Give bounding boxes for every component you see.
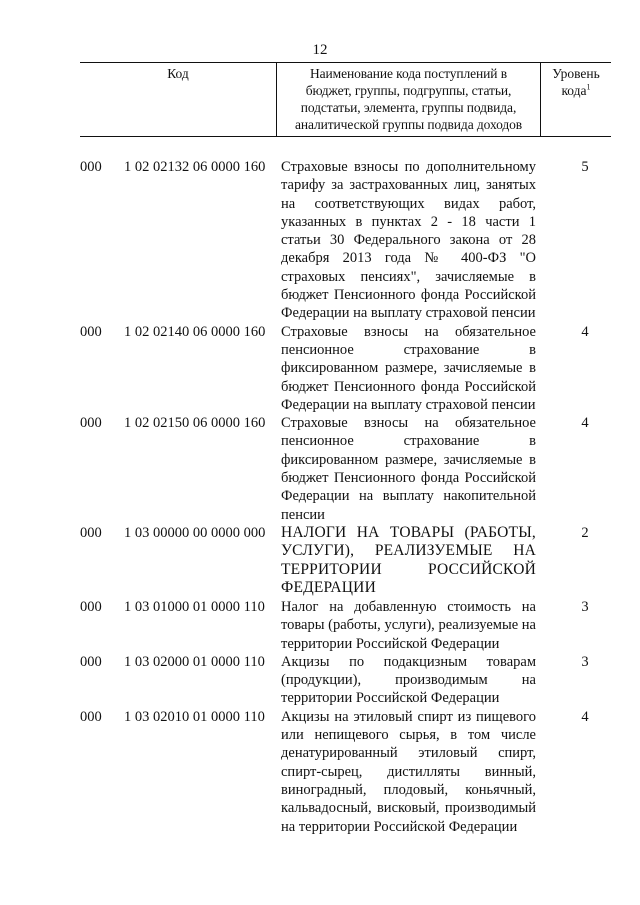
row-income-code: 1 03 02010 01 0000 110 (124, 708, 265, 725)
header-level-column (541, 63, 611, 136)
row-level: 4 (581, 323, 589, 340)
row-name: Страховые взносы на обязательное пенсионное страхование в фиксированном размере, зачисляемые в бюджет Пенсионного фонда Российской Федерации на выплату страховой пенсии (281, 323, 536, 413)
row-income-code: 1 02 02132 06 0000 160 (124, 159, 266, 175)
row-level: 4 (581, 708, 589, 725)
header-code-label: Код (167, 66, 189, 81)
row-income-code: 1 02 02150 06 0000 160 (124, 415, 266, 432)
row-income-code: 1 03 00000 00 0000 000 (124, 524, 266, 541)
row-admin-code: 000 (80, 653, 102, 670)
page-number: 12 (312, 42, 328, 58)
header-name-line: Наименование кода поступлений в (309, 66, 507, 81)
header-name-line: подстатьи, элемента, группы подвида, (300, 100, 517, 115)
header-level-line (541, 82, 611, 99)
row-level: 3 (581, 653, 589, 670)
row-name: Акцизы по подакцизным товарам (продукции), производимым на территории Российской Федерации (281, 653, 536, 707)
row-name: Страховые взносы по дополнительному тарифу за застрахованных лиц, занятых на соответствующих видах работ, указанных в пунктах 2 - 18 части 1 статьи 30 Федерального закона от 28 декабря 2013 года № 400-ФЗ "О страховых пенсиях", зачисляемые в бюджет Пенсионного фонда Российской Федерации на выплату страховой пенсии (281, 159, 536, 322)
row-income-code: 1 02 02140 06 0000 160 (124, 323, 266, 340)
header-code-column (80, 63, 276, 136)
table-row (80, 323, 611, 414)
row-level: 2 (581, 524, 589, 541)
header-level-line: Уровень (552, 66, 600, 81)
row-admin-code: 000 (80, 708, 102, 725)
table-header (80, 62, 611, 137)
row-admin-code: 000 (80, 323, 102, 340)
table-row (80, 708, 611, 836)
row-name: НАЛОГИ НА ТОВАРЫ (РАБОТЫ, УСЛУГИ), РЕАЛИЗУЕМЫЕ НА ТЕРРИТОРИИ РОССИЙСКОЙ ФЕДЕРАЦИИ (281, 523, 536, 597)
row-level: 5 (581, 159, 589, 175)
row-name: Налог на добавленную стоимость на товары (работы, услуги), реализуемые на территории Российской Федерации (281, 598, 536, 652)
table-row (80, 653, 611, 708)
header-level-label: кода (561, 83, 587, 98)
row-admin-code: 000 (80, 415, 102, 432)
row-name: Страховые взносы на обязательное пенсионное страхование в фиксированном размере, зачисляемые в бюджет Пенсионного фонда Российской Федерации на выплату накопительной пенсии (281, 415, 536, 523)
row-income-code: 1 03 01000 01 0000 110 (124, 598, 265, 615)
row-income-code: 1 03 02000 01 0000 110 (124, 653, 265, 670)
row-admin-code: 000 (80, 524, 102, 541)
table-row (80, 524, 611, 598)
table-row (80, 598, 611, 653)
footnote-marker: 1 (586, 82, 591, 92)
table-body (80, 158, 611, 836)
row-name: Акцизы на этиловый спирт из пищевого или непищевого сырья, в том числе денатурированный этиловый спирт, спирт-сырец, дистилляты винный, виноградный, плодовый, коньячный, кальвадосный, висковый, производимый на территории Российской Федерации (281, 708, 536, 835)
row-level: 4 (581, 415, 589, 432)
table-row (80, 414, 611, 524)
table-row (80, 158, 611, 323)
row-admin-code: 000 (80, 159, 102, 175)
row-level: 3 (581, 598, 589, 615)
row-admin-code: 000 (80, 598, 102, 615)
header-name-line: бюджет, группы, подгруппы, статьи, (305, 83, 512, 98)
header-name-column (276, 63, 541, 136)
header-name-line: аналитической группы подвида доходов (294, 117, 523, 132)
